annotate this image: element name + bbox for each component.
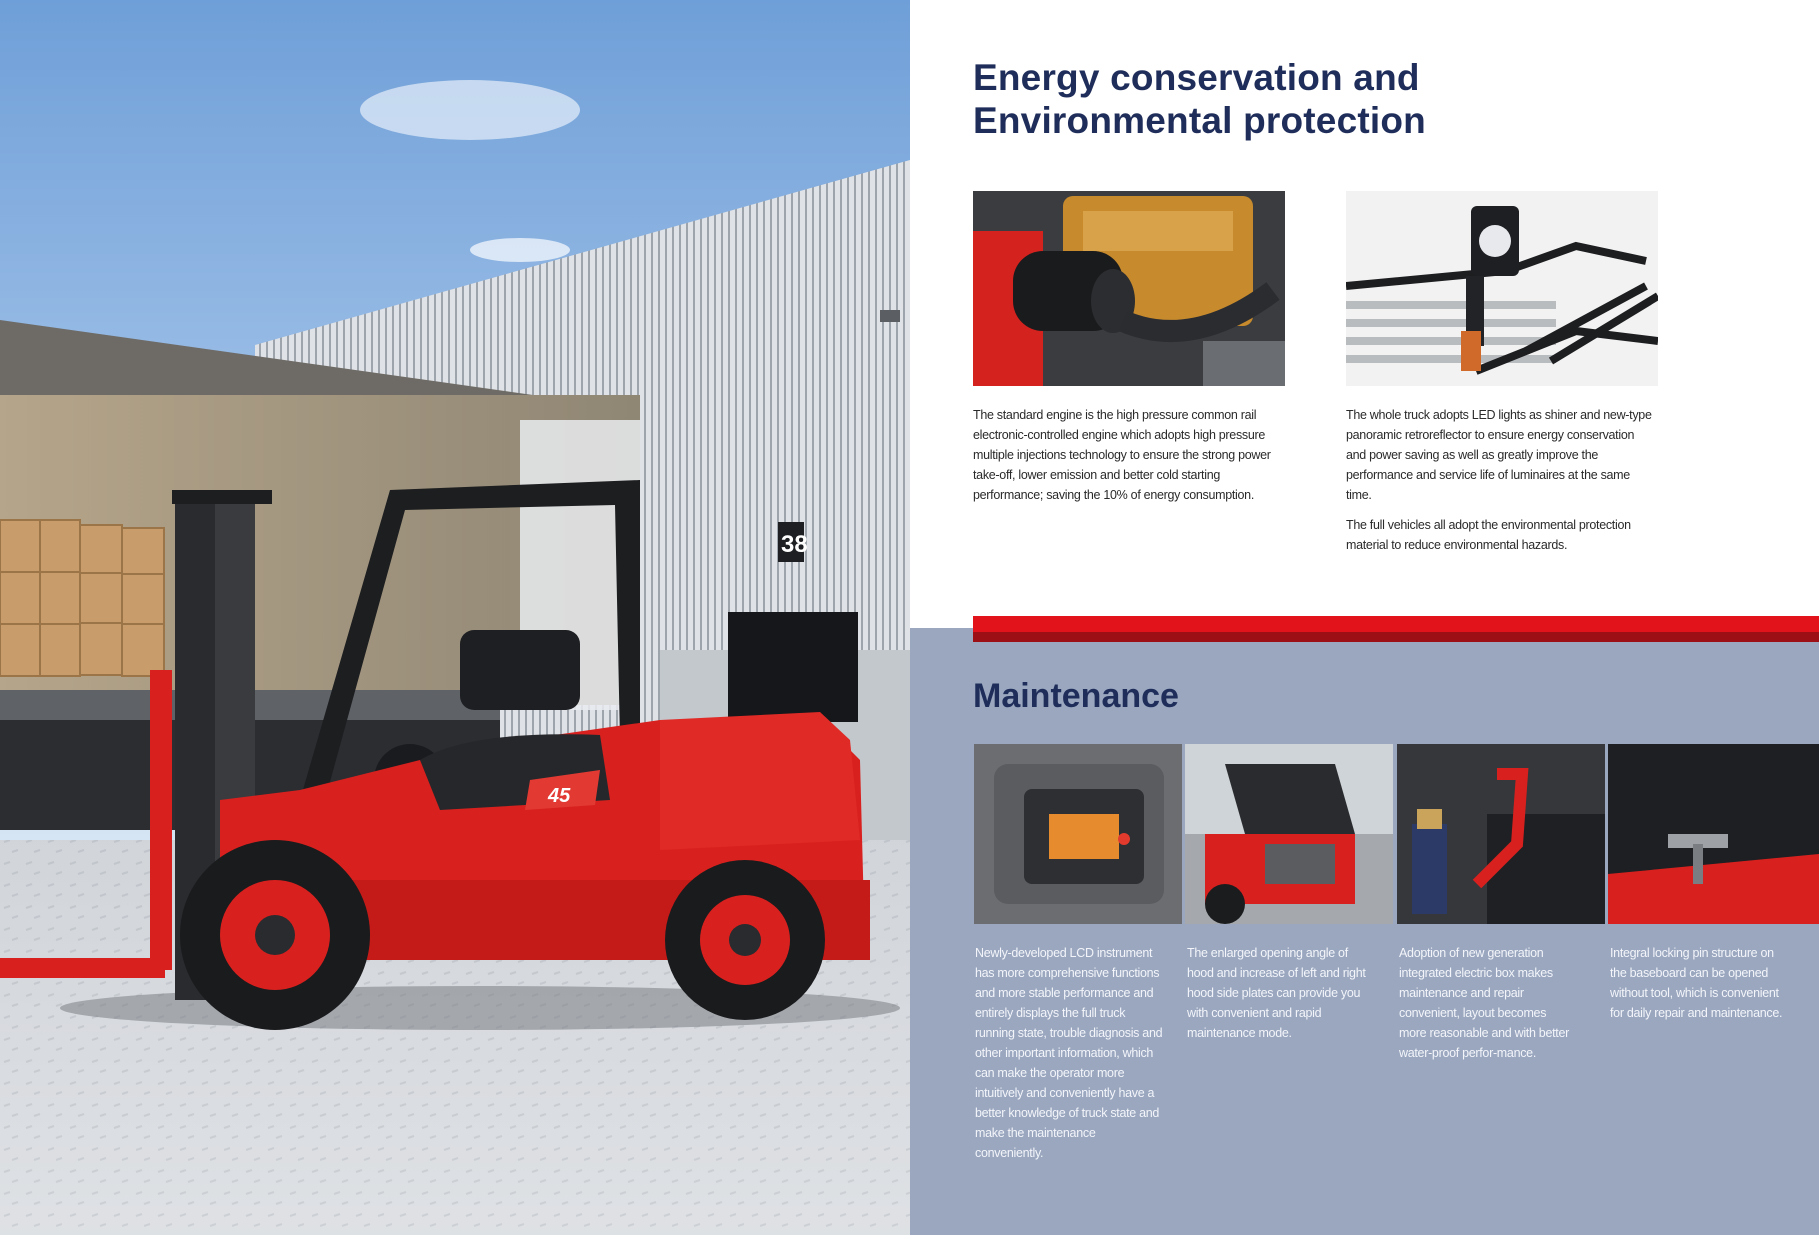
- red-divider-bar: [973, 616, 1819, 642]
- maintenance-item-locking-pin: Integral locking pin structure on the baseboard can be opened without tool, which is convenient for daily repair and maintenance.: [1610, 946, 1783, 1020]
- dock-number-sign: 38: [781, 531, 808, 558]
- lcd-instrument-photo: [974, 744, 1182, 924]
- hood-open-photo: [1185, 744, 1393, 924]
- locking-pin-photo: [1608, 744, 1819, 924]
- energy-title-line1: Energy conservation and: [973, 57, 1420, 98]
- forklift-model-label: 45: [548, 785, 571, 807]
- engine-description: [973, 405, 1283, 515]
- right-page: [910, 0, 1819, 1235]
- maintenance-item-hood: The enlarged opening angle of hood and increase of left and right hood side plates can provide you with convenient and rapid maintenance mode.: [1187, 946, 1366, 1040]
- led-light-photo: [1346, 191, 1658, 386]
- energy-section-title: [973, 56, 1426, 142]
- energy-title-line2: Environmental protection: [973, 100, 1426, 141]
- engine-text: The standard engine is the high pressure common rail electronic-controlled engine which adopts high pressure multiple injections technology to ensure the strong power take-off, lower emission and better cold starting performance; saving the 10% of energy consumption.: [973, 408, 1271, 502]
- maintenance-item-lcd: Newly-developed LCD instrument has more comprehensive functions and more stable performance and entirely displays the full truck running state, trouble diagnosis and other important information, which can make the operator more intuitively and conveniently have a better knowledge of truck state and make the maintenance conveniently.: [975, 946, 1163, 1160]
- engine-photo: [973, 191, 1285, 386]
- led-text-1: The whole truck adopts LED lights as shiner and new-type panoramic retroreflector to ensure energy conservation and power saving as well as greatly improve the performance and service life of luminaires at the same time.: [1346, 408, 1652, 502]
- maintenance-title: Maintenance: [973, 677, 1179, 715]
- led-text-2: The full vehicles all adopt the environmental protection material to reduce environmental hazards.: [1346, 518, 1631, 552]
- led-description: [1346, 405, 1656, 565]
- electric-box-photo: [1397, 744, 1605, 924]
- maintenance-item-electric-box: Adoption of new generation integrated electric box makes maintenance and repair convenient, layout becomes more reasonable and with better water-proof perfor-mance.: [1399, 946, 1569, 1060]
